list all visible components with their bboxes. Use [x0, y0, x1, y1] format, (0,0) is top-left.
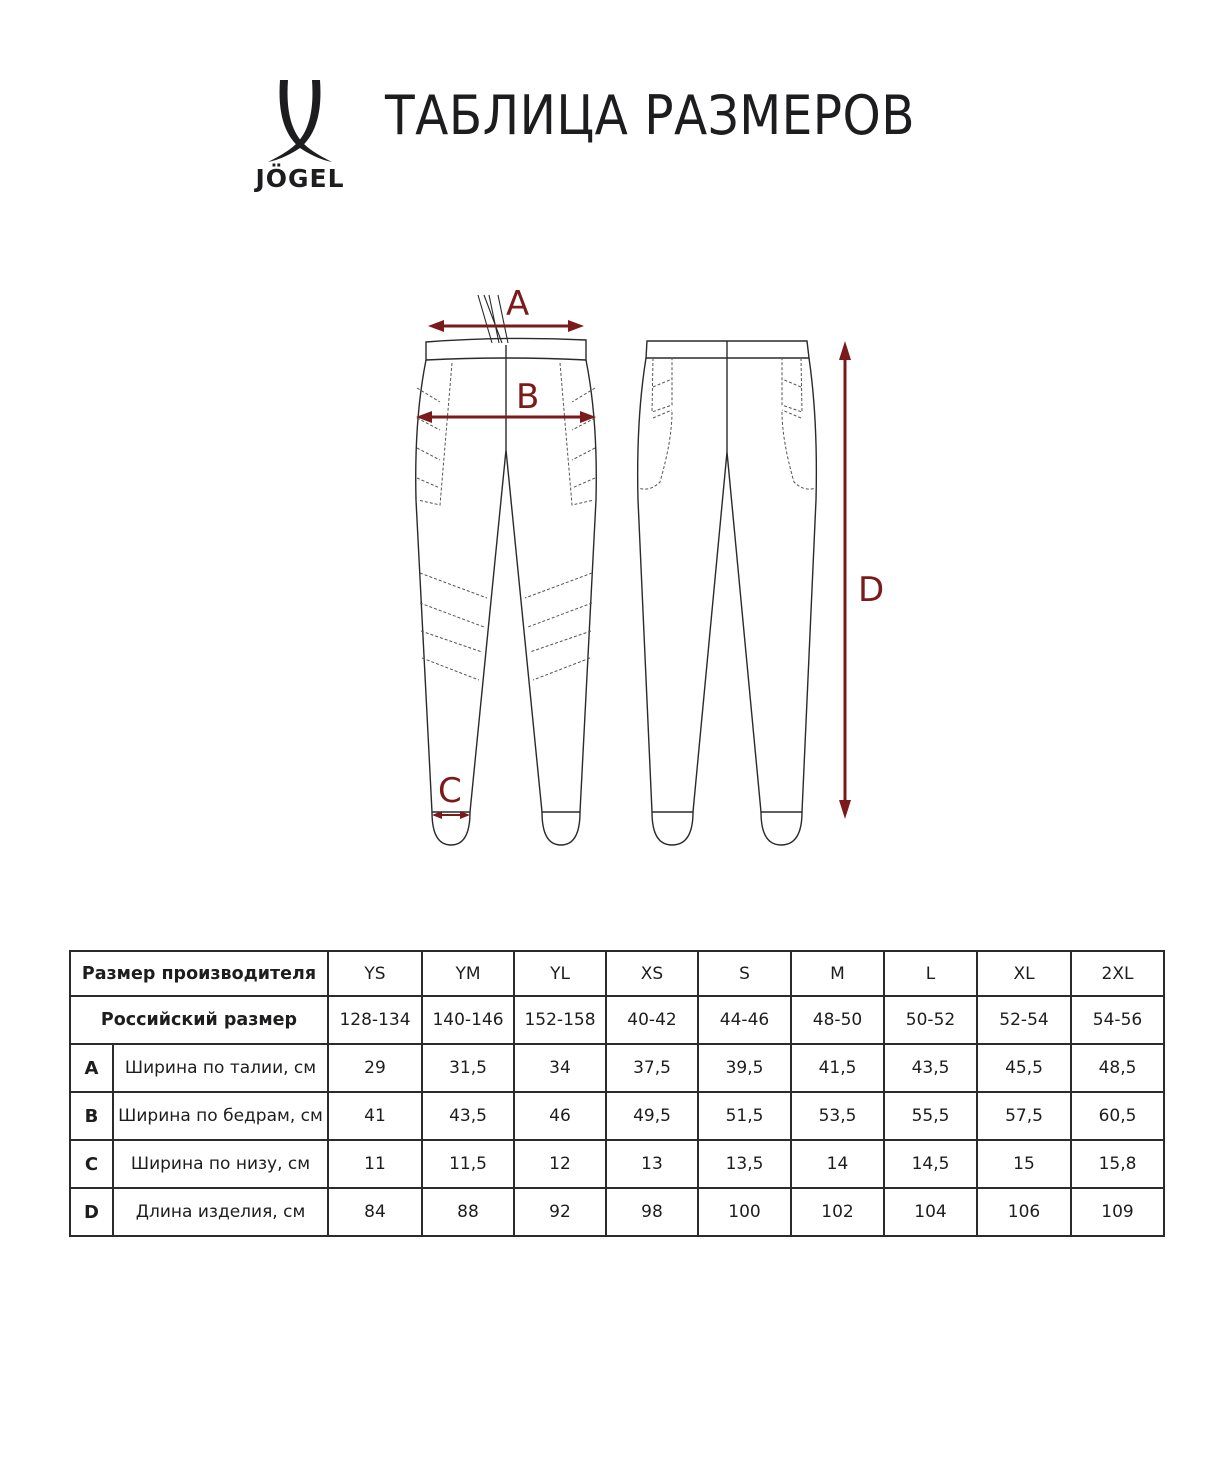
size-table-container: [69, 950, 1165, 1237]
pants-diagram: [400, 280, 920, 860]
label-A: A: [506, 284, 530, 324]
size-cell: YL: [514, 951, 606, 996]
value-cell: 11,5: [422, 1140, 514, 1188]
measure-label: Ширина по талии, см: [113, 1044, 328, 1092]
size-cell: XS: [606, 951, 698, 996]
table-row-hips: [70, 1092, 1164, 1140]
value-cell: 104: [884, 1188, 977, 1236]
manufacturer-size-label: Размер производителя: [70, 951, 328, 996]
value-cell: 31,5: [422, 1044, 514, 1092]
value-cell: 84: [328, 1188, 422, 1236]
value-cell: 45,5: [977, 1044, 1071, 1092]
value-cell: 15: [977, 1140, 1071, 1188]
measure-label: Длина изделия, см: [113, 1188, 328, 1236]
logo-mark-icon: [240, 78, 360, 163]
value-cell: 14,5: [884, 1140, 977, 1188]
value-cell: 43,5: [884, 1044, 977, 1092]
value-cell: 41,5: [791, 1044, 884, 1092]
value-cell: 11: [328, 1140, 422, 1188]
value-cell: 37,5: [606, 1044, 698, 1092]
value-cell: 100: [698, 1188, 791, 1236]
table-row-manufacturer: [70, 951, 1164, 996]
russian-size-cell: 140-146: [422, 996, 514, 1044]
value-cell: 13,5: [698, 1140, 791, 1188]
value-cell: 12: [514, 1140, 606, 1188]
measure-letter: D: [70, 1188, 113, 1236]
measure-label: Ширина по бедрам, см: [113, 1092, 328, 1140]
russian-size-cell: 128-134: [328, 996, 422, 1044]
value-cell: 48,5: [1071, 1044, 1164, 1092]
value-cell: 106: [977, 1188, 1071, 1236]
size-cell: XL: [977, 951, 1071, 996]
russian-size-cell: 40-42: [606, 996, 698, 1044]
value-cell: 13: [606, 1140, 698, 1188]
russian-size-cell: 48-50: [791, 996, 884, 1044]
value-cell: 15,8: [1071, 1140, 1164, 1188]
table-row-waist: [70, 1044, 1164, 1092]
page-title: ТАБЛИЦА РАЗМЕРОВ: [385, 84, 916, 147]
measure-letter: A: [70, 1044, 113, 1092]
pants-sketch-icon: [400, 280, 920, 860]
value-cell: 49,5: [606, 1092, 698, 1140]
size-cell: 2XL: [1071, 951, 1164, 996]
value-cell: 43,5: [422, 1092, 514, 1140]
brand-name: JÖGEL: [255, 164, 345, 193]
value-cell: 109: [1071, 1188, 1164, 1236]
label-D: D: [858, 570, 885, 610]
value-cell: 46: [514, 1092, 606, 1140]
russian-size-cell: 50-52: [884, 996, 977, 1044]
value-cell: 88: [422, 1188, 514, 1236]
size-cell: L: [884, 951, 977, 996]
value-cell: 34: [514, 1044, 606, 1092]
value-cell: 29: [328, 1044, 422, 1092]
table-row-hem: [70, 1140, 1164, 1188]
value-cell: 92: [514, 1188, 606, 1236]
russian-size-cell: 54-56: [1071, 996, 1164, 1044]
label-C: C: [438, 771, 462, 811]
table-row-length: [70, 1188, 1164, 1236]
size-table: [69, 950, 1165, 1237]
russian-size-cell: 152-158: [514, 996, 606, 1044]
value-cell: 102: [791, 1188, 884, 1236]
russian-size-label: Российский размер: [70, 996, 328, 1044]
value-cell: 98: [606, 1188, 698, 1236]
size-cell: YM: [422, 951, 514, 996]
measure-letter: B: [70, 1092, 113, 1140]
value-cell: 51,5: [698, 1092, 791, 1140]
value-cell: 53,5: [791, 1092, 884, 1140]
table-row-russian: [70, 996, 1164, 1044]
size-cell: M: [791, 951, 884, 996]
russian-size-cell: 52-54: [977, 996, 1071, 1044]
value-cell: 55,5: [884, 1092, 977, 1140]
value-cell: 39,5: [698, 1044, 791, 1092]
label-B: B: [516, 377, 540, 417]
russian-size-cell: 44-46: [698, 996, 791, 1044]
measure-letter: C: [70, 1140, 113, 1188]
size-cell: YS: [328, 951, 422, 996]
value-cell: 57,5: [977, 1092, 1071, 1140]
value-cell: 60,5: [1071, 1092, 1164, 1140]
value-cell: 14: [791, 1140, 884, 1188]
measure-label: Ширина по низу, см: [113, 1140, 328, 1188]
value-cell: 41: [328, 1092, 422, 1140]
brand-logo: [240, 78, 360, 193]
header: [0, 0, 1231, 220]
size-cell: S: [698, 951, 791, 996]
